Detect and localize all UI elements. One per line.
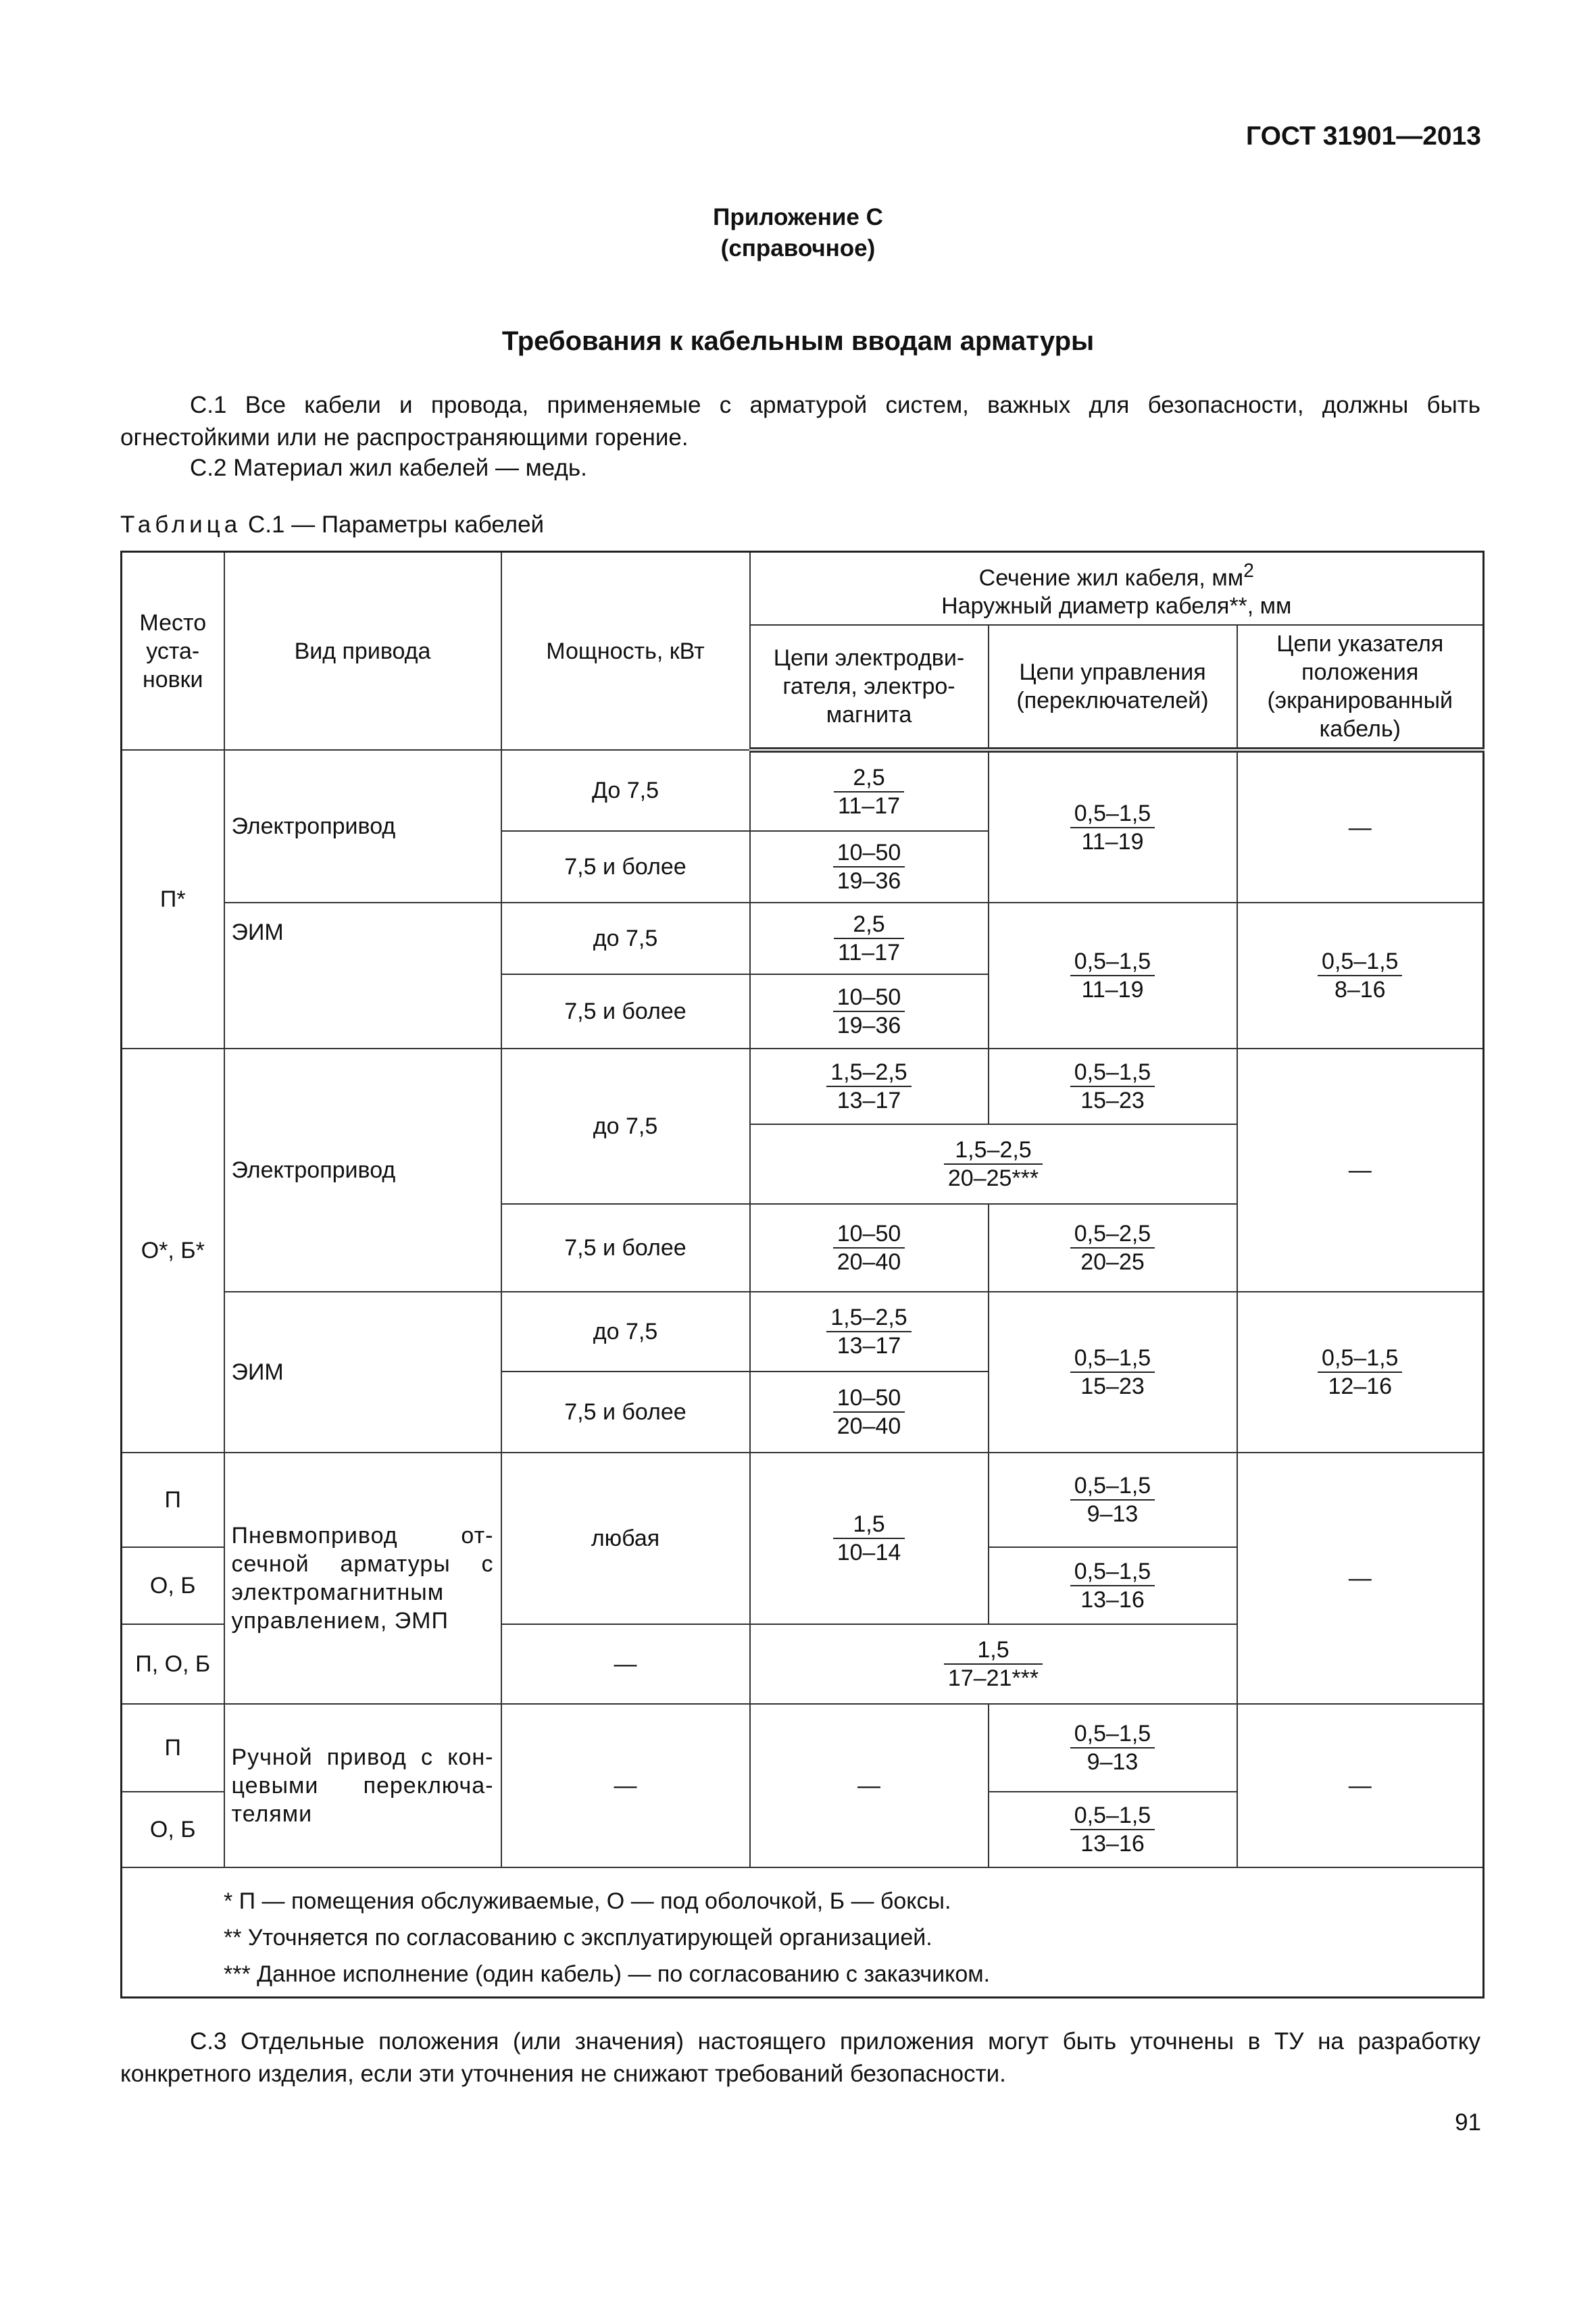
fraction-value [944,1636,1043,1692]
fraction-numerator: 1,5–2,5 [944,1136,1043,1165]
value-cell [989,1049,1237,1124]
fraction-denominator: 13–16 [1080,1587,1145,1613]
value-cell [750,1292,989,1372]
fraction-denominator: 17–21*** [947,1665,1039,1692]
fraction-numerator: 10–50 [833,839,905,867]
value-cell [989,1292,1237,1453]
fraction-value [1070,1059,1155,1114]
fraction-value [834,764,904,820]
place-pob: П, О, Б [122,1624,224,1704]
fraction-value [1318,1344,1402,1400]
fraction-numerator: 10–50 [833,984,905,1012]
fraction-numerator: 2,5 [834,911,904,939]
value-cell [1237,1292,1484,1453]
fraction-value [833,984,905,1039]
fraction-numerator: 0,5–1,5 [1070,1472,1155,1501]
power-more: 7,5 и более [501,831,750,903]
dash-cell: — [1237,1453,1484,1704]
fraction-denominator: 13–17 [837,1333,901,1359]
value-cell [750,1372,989,1453]
value-cell [750,1049,989,1124]
value-cell [750,1624,1237,1704]
dash-cell: — [750,1704,989,1867]
fraction-numerator: 0,5–1,5 [1070,1344,1155,1373]
header-section-sup: 2 [1243,560,1254,582]
fraction-denominator: 19–36 [837,868,901,895]
value-cell [750,750,989,831]
value-cell [1237,903,1484,1049]
fraction-value [1070,800,1155,855]
paragraph-c3: С.3 Отдельные положения (или значения) настоящего приложения могут быть уточнены в ТУ на разработку конкретного изделия, если эти уточнения не снижают требований безопасности. [120,2028,1480,2087]
fraction-value [1070,1472,1155,1528]
fraction-value [1070,948,1155,1003]
table-caption-word: Таблица [120,511,242,538]
place-p: П* [122,750,224,1049]
fraction-denominator: 20–40 [837,1413,901,1440]
fraction-numerator: 0,5–1,5 [1070,1720,1155,1749]
fraction-value [944,1136,1043,1192]
power-upto: До 7,5 [501,750,750,831]
table-notes [122,1867,1484,1998]
fraction-value [833,1384,905,1440]
fraction-denominator: 13–17 [837,1088,901,1114]
paragraph-c1: С.1 Все кабели и провода, применяемые с арматурой систем, важных для безопасности, должны быть огнестойкими или не распространяющими горение. [120,392,1480,451]
fraction-value [1070,1220,1155,1276]
fraction-numerator: 0,5–1,5 [1318,1344,1402,1373]
fraction-numerator: 0,5–1,5 [1070,1802,1155,1830]
drive-electric: Электропривод [224,1049,501,1292]
fraction-denominator: 12–16 [1328,1374,1393,1400]
power-more: 7,5 и более [501,1372,750,1453]
place-ob: О, Б [122,1792,224,1867]
fraction-numerator: 0,5–1,5 [1070,1558,1155,1586]
place-p: П [122,1453,224,1547]
drive-pneumatic: Пневмопривод от- сечной арматуры с электромагнитным управлением, ЭМП [224,1453,501,1704]
place-p: П [122,1704,224,1792]
drive-eim: ЭИМ [224,903,501,1049]
fraction-numerator: 1,5 [833,1511,905,1539]
header-section-line2: Наружный диаметр кабеля**, мм [941,593,1292,620]
drive-electric: Электропривод [224,750,501,903]
dash-cell: — [1237,750,1484,903]
fraction-denominator: 10–14 [837,1540,901,1566]
value-cell [989,1792,1237,1867]
fraction-denominator: 19–36 [837,1013,901,1039]
value-cell [989,1547,1237,1624]
fraction-numerator: 0,5–1,5 [1070,948,1155,976]
value-cell [750,1453,989,1624]
drive-eim: ЭИМ [224,1292,501,1453]
paragraph-c2: С.2 Материал жил кабелей — медь. [190,455,587,481]
fraction-value [1070,1720,1155,1776]
fraction-denominator: 11–19 [1081,828,1144,855]
fraction-value [833,1511,905,1566]
header-place: Место уста- новки [122,552,224,751]
power-upto: до 7,5 [501,903,750,974]
value-cell [750,1204,989,1292]
note-2: ** Уточняется по согласованию с эксплуатирующей организацией. [224,1925,932,1951]
note-3: *** Данное исполнение (один кабель) — по согласованию с заказчиком. [224,1961,991,1988]
header-motor-circuits: Цепи электродви- гателя, электро- магнита [750,625,989,750]
power-upto: до 7,5 [501,1049,750,1204]
fraction-value [1070,1558,1155,1613]
fraction-denominator: 20–40 [837,1249,901,1276]
dash-cell: — [1237,1049,1484,1292]
fraction-numerator: 10–50 [833,1384,905,1413]
power-more: 7,5 и более [501,1204,750,1292]
section-title: Требования к кабельным вводам арматуры [501,326,1095,356]
value-cell [989,1453,1237,1547]
header-control-circuits: Цепи управления (переключателей) [989,625,1237,750]
value-cell [750,974,989,1049]
note-1: * П — помещения обслуживаемые, О — под оболочкой, Б — боксы. [224,1888,951,1915]
power-any: любая [501,1453,750,1624]
fraction-value [1070,1344,1155,1400]
value-cell [989,1204,1237,1292]
fraction-value [1318,948,1402,1003]
appendix-subtitle: (справочное) [720,235,876,261]
header-section-line1: Сечение жил кабеля, мм [978,565,1244,591]
header-indicator-circuits: Цепи указателя положения (экранированный кабель) [1237,625,1484,750]
drive-manual: Ручной привод с кон- цевыми переключа- телями [224,1704,501,1867]
standard-number: ГОСТ 31901—2013 [1246,122,1481,151]
value-cell [750,1124,1237,1204]
fraction-numerator: 0,5–1,5 [1070,800,1155,828]
fraction-numerator: 2,5 [834,764,904,793]
fraction-denominator: 9–13 [1087,1501,1139,1528]
dash-cell: — [1237,1704,1484,1867]
value-cell [989,903,1237,1049]
fraction-denominator: 20–25 [1080,1249,1145,1276]
fraction-value [833,1220,905,1276]
fraction-numerator: 0,5–1,5 [1070,1059,1155,1087]
fraction-value [833,839,905,895]
fraction-denominator: 11–19 [1081,977,1144,1003]
value-cell [989,750,1237,903]
power-upto: до 7,5 [501,1292,750,1372]
header-drive: Вид привода [224,552,501,751]
fraction-value [1070,1802,1155,1857]
place-ob: О*, Б* [122,1049,224,1453]
value-cell [750,831,989,903]
fraction-numerator: 0,5–2,5 [1070,1220,1155,1249]
fraction-numerator: 10–50 [833,1220,905,1249]
page-number: 91 [1455,2109,1481,2136]
fraction-denominator: 15–23 [1080,1088,1145,1114]
fraction-denominator: 8–16 [1334,977,1386,1003]
fraction-denominator: 15–23 [1080,1374,1145,1400]
table-caption [120,511,544,538]
fraction-numerator: 1,5–2,5 [826,1304,911,1332]
fraction-denominator: 20–25*** [947,1165,1039,1192]
cable-parameters-table [120,551,1485,1998]
dash-cell: — [501,1624,750,1704]
fraction-numerator: 1,5–2,5 [826,1059,911,1087]
fraction-denominator: 11–17 [837,793,901,819]
fraction-value [826,1304,911,1359]
place-ob: О, Б [122,1547,224,1624]
fraction-value [826,1059,911,1114]
fraction-denominator: 13–16 [1080,1831,1145,1857]
fraction-numerator: 0,5–1,5 [1318,948,1402,976]
header-section [750,552,1484,626]
value-cell [989,1704,1237,1792]
fraction-value [834,911,904,966]
fraction-denominator: 9–13 [1087,1749,1139,1776]
fraction-numerator: 1,5 [944,1636,1043,1665]
dash-cell: — [501,1704,750,1867]
fraction-denominator: 11–17 [837,940,901,966]
table-caption-text: С.1 — Параметры кабелей [241,511,545,538]
header-power: Мощность, кВт [501,552,750,751]
value-cell [750,903,989,974]
power-more: 7,5 и более [501,974,750,1049]
appendix-title: Приложение С [713,204,883,230]
